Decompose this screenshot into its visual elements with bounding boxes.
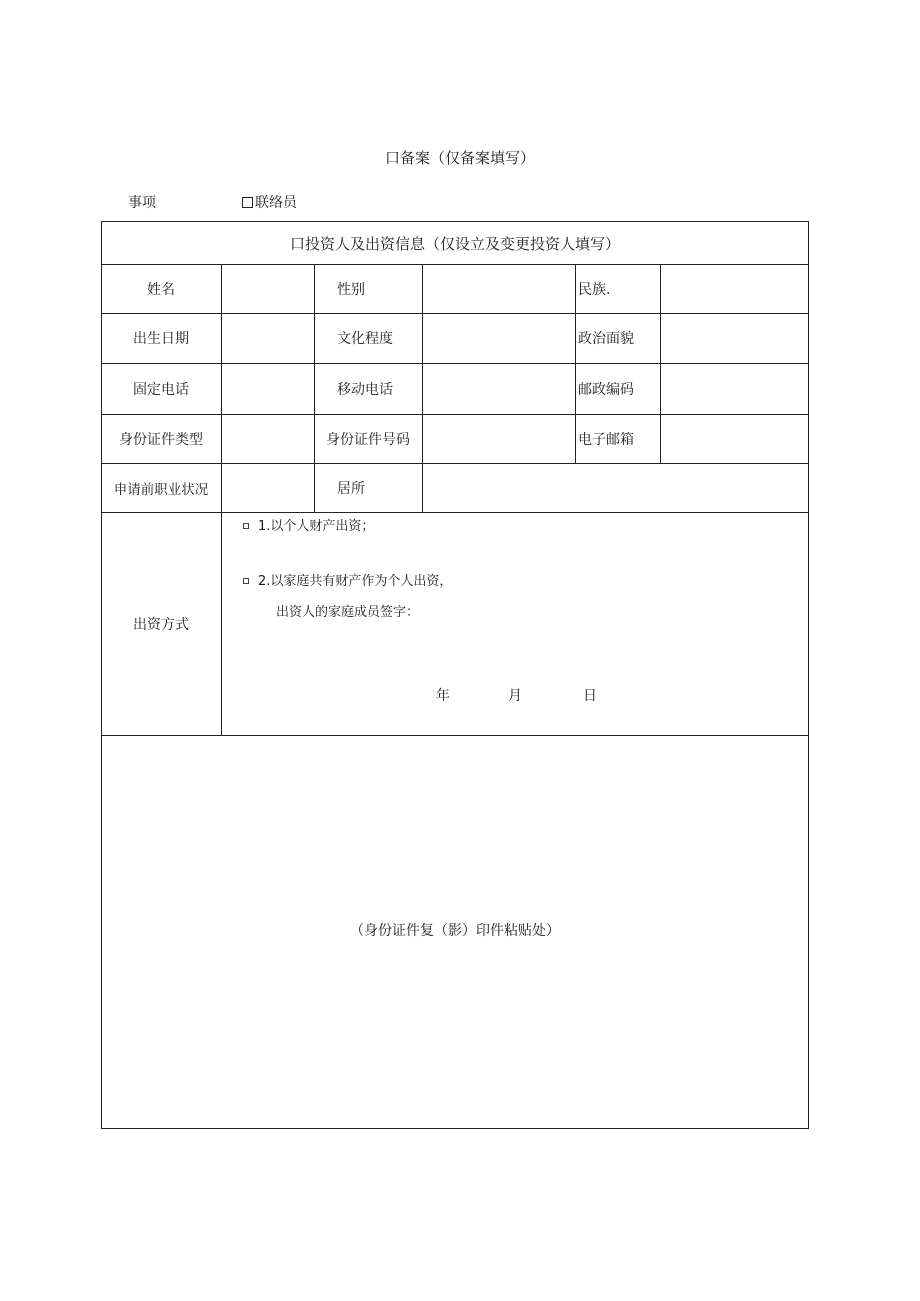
date-month-label: 月 [508,688,522,704]
gender-field[interactable] [423,264,575,313]
name-label: 姓名 [147,281,175,298]
section-title: 口投资人及出资信息（仅设立及变更投资人填写） [289,234,620,253]
gender-label: 性别 [337,281,365,298]
ethnicity-label: 民族. [578,281,611,298]
id-number-field[interactable] [423,414,575,463]
liaison-option[interactable] [242,192,297,212]
name-field[interactable] [222,264,314,313]
email-label: 电子邮箱 [578,431,634,448]
id-copy-paste-area: （身份证件复（影）印件粘贴处） [350,923,560,939]
birth-date-label: 出生日期 [133,331,189,347]
postal-code-field[interactable] [661,363,809,414]
id-type-label: 身份证件类型 [119,431,203,448]
landline-field[interactable] [222,363,314,414]
ethnicity-field[interactable] [661,264,809,313]
liaison-option-label: 联络员 [255,195,297,211]
birth-date-field[interactable] [222,313,314,363]
residence-field[interactable] [423,463,809,512]
id-number-label: 身份证件号码 [326,431,410,448]
checkbox-icon[interactable] [242,197,253,208]
contribution-method-label: 出资方式 [133,616,189,633]
residence-label: 居所 [337,480,365,497]
contribution-option-family[interactable] [243,570,452,589]
mobile-field[interactable] [423,363,575,414]
checkbox-icon[interactable] [243,578,249,584]
option-number: 1. [258,519,271,534]
family-signature-label: 出资人的家庭成员签字： [276,605,420,620]
landline-label: 固定电话 [133,381,189,398]
form-title: 口备案（仅备案填写） [384,149,535,167]
table-row-divider [101,735,809,736]
mobile-label: 移动电话 [337,381,393,398]
political-status-field[interactable] [661,313,809,363]
item-label: 事项 [128,195,156,211]
political-status-label: 政治面貌 [578,331,634,347]
postal-code-label: 邮政编码 [578,381,634,398]
option-text: 以家庭共有财产作为个人出资， [270,574,453,589]
option-text: 以个人财产出资； [270,519,375,534]
education-field[interactable] [423,313,575,363]
prior-occupation-label: 申请前职业状况 [113,481,209,498]
date-day-label: 日 [583,688,597,704]
contribution-option-personal[interactable] [243,515,374,534]
option-number: 2. [258,574,271,589]
checkbox-icon[interactable] [243,523,249,529]
table-col-divider [575,264,576,463]
email-field[interactable] [661,414,809,463]
education-label: 文化程度 [337,331,393,347]
id-type-field[interactable] [222,414,314,463]
table-col-divider [314,264,315,512]
prior-occupation-field[interactable] [222,463,314,512]
date-year-label: 年 [436,688,450,704]
